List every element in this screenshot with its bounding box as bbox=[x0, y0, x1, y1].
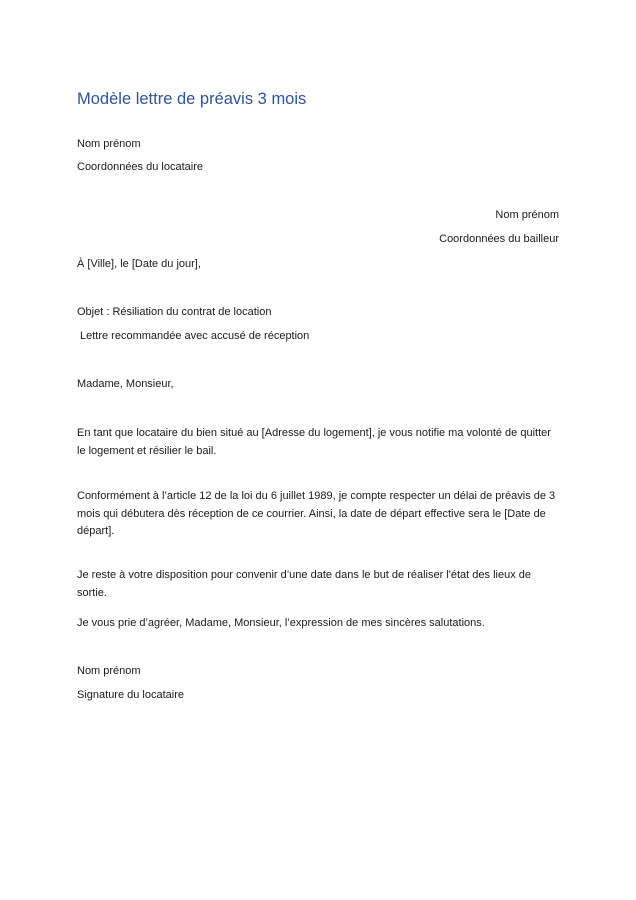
salutation: Madame, Monsieur, bbox=[77, 378, 174, 390]
document-title: Modèle lettre de préavis 3 mois bbox=[77, 90, 307, 108]
recipient-coords: Coordonnées du bailleur bbox=[439, 233, 559, 245]
sender-coords: Coordonnées du locataire bbox=[77, 161, 203, 173]
paragraph-availability: Je reste à votre disposition pour convenir d’une date dans le but de réaliser l'état des lieux de sortie. bbox=[77, 569, 531, 599]
closing-name: Nom prénom bbox=[77, 665, 141, 677]
paragraph-notice: En tant que locataire du bien situé au [Adresse du logement], je vous notifie ma volonté de quitter le logement et résilier le bail. bbox=[77, 427, 551, 457]
recipient-name: Nom prénom bbox=[495, 209, 559, 221]
mailing-method: Lettre recommandée avec accusé de réception bbox=[80, 330, 310, 342]
place-date: À [Ville], le [Date du jour], bbox=[77, 258, 201, 270]
closing-signature: Signature du locataire bbox=[77, 689, 185, 701]
paragraph-closing-formula: Je vous prie d’agréer, Madame, Monsieur, l’expression de mes sincères salutations. bbox=[77, 617, 485, 629]
sender-name: Nom prénom bbox=[77, 138, 141, 150]
subject-line: Objet : Résiliation du contrat de location bbox=[77, 306, 272, 318]
paragraph-legal-notice-period: Conformément à l’article 12 de la loi du 6 juillet 1989, je compte respecter un délai de préavis de 3 mois qui débutera dès réception de ce courrier. Ainsi, la date de départ effective sera le [Date de départ]. bbox=[77, 490, 556, 537]
